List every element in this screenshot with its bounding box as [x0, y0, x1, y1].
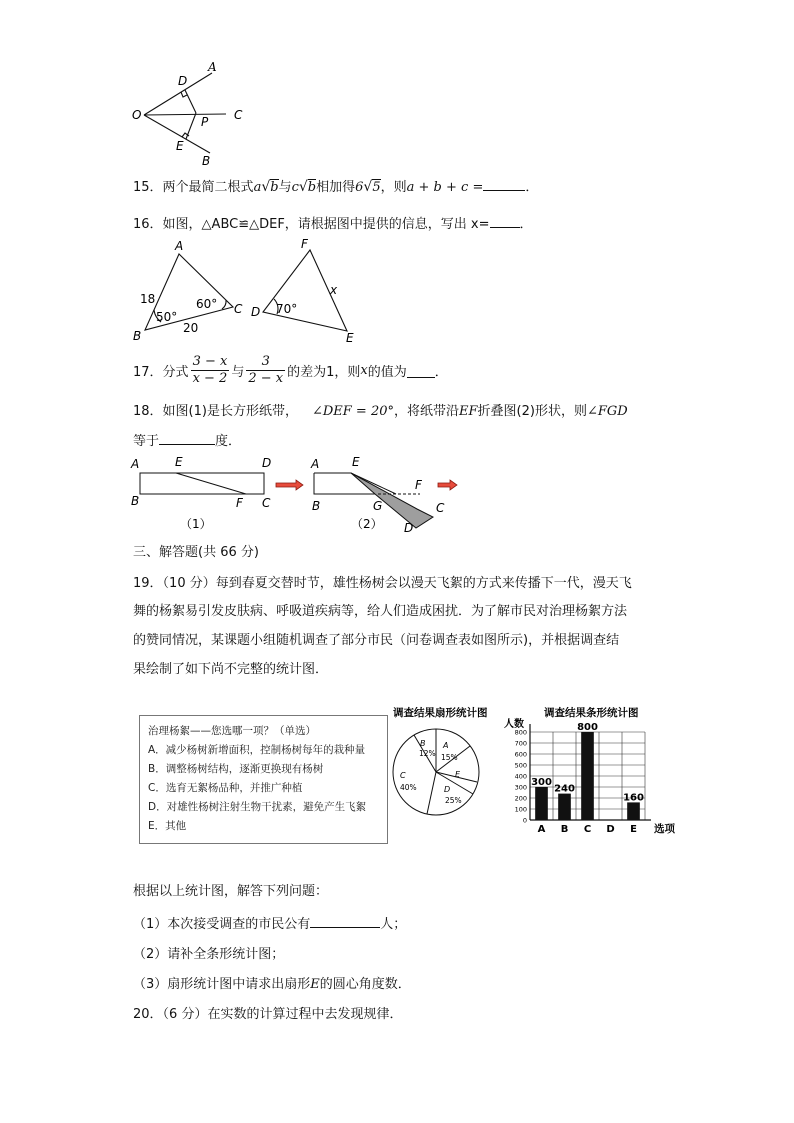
- figure-congruent-triangles: [130, 236, 370, 346]
- q18-text2: ，将纸带沿: [394, 404, 460, 419]
- y-tick-label: 100: [514, 805, 527, 814]
- expr: a + b + c =: [406, 180, 484, 195]
- q15-text-b: 相加得: [316, 180, 356, 195]
- label-D: D: [178, 74, 188, 88]
- y-tick-label: 500: [514, 761, 527, 770]
- y-tick-label: 400: [514, 772, 527, 781]
- q19-part1: [133, 913, 406, 932]
- question-17: [133, 354, 448, 387]
- p3-text-a: （3）扇形统计图中请求出扇形: [133, 977, 311, 992]
- q17-post: 的差为1，则: [287, 365, 361, 380]
- label-F: F: [301, 237, 308, 251]
- y-tick-label: 700: [514, 739, 527, 748]
- pie-value-C: 40%: [400, 783, 417, 792]
- x-tick-label: C: [583, 824, 592, 835]
- end: ．: [525, 180, 539, 195]
- caption-1: （1）: [180, 517, 212, 531]
- label-A: A: [175, 239, 184, 253]
- frac2-den: 2 − x: [248, 371, 284, 386]
- section-title: 三、解答题(共 66 分): [133, 545, 259, 560]
- bar: [535, 787, 548, 820]
- p1-end: 人；: [380, 917, 407, 932]
- pie-label-B: B: [420, 739, 426, 748]
- pie-label-A: A: [443, 741, 449, 750]
- q17-post2: 的值为: [367, 365, 407, 380]
- pie-value-B: 12%: [419, 749, 436, 758]
- angle-def: ∠DEF = 20°: [311, 404, 394, 419]
- bar: [581, 732, 594, 820]
- var-b-2: b: [307, 180, 317, 195]
- answer-blank[interactable]: [310, 913, 380, 928]
- q15-text-a: 两个最简二根式: [162, 180, 254, 195]
- label-D: D: [262, 456, 272, 470]
- q15-mid: 与: [278, 180, 292, 195]
- label-side-ab: 18: [140, 292, 156, 306]
- figure-angle-bisector: [128, 55, 258, 167]
- end: ．: [519, 217, 533, 232]
- pie-value-D: 25%: [445, 796, 462, 805]
- question-18-line2: [133, 430, 241, 449]
- label-A2: A: [311, 457, 320, 471]
- label-C2: C: [436, 501, 445, 515]
- bar-title: 调查结果条形统计图: [544, 707, 639, 719]
- label-O: O: [132, 108, 142, 122]
- frac2-num: 3: [246, 354, 285, 371]
- label-E: E: [175, 455, 183, 469]
- q18-line2: 等于: [133, 434, 160, 449]
- label-x: x: [330, 283, 338, 297]
- x-tick-label: D: [606, 824, 615, 835]
- question-18: [133, 400, 628, 419]
- p3-text-b: 的圆心角度数．: [319, 977, 411, 992]
- x-tick-label: A: [537, 824, 546, 835]
- label-B: B: [202, 154, 211, 167]
- label-C: C: [234, 108, 243, 122]
- frac1-num: 3 − x: [192, 354, 228, 369]
- pie-label-E: E: [455, 770, 461, 779]
- sqrt-sign: √: [363, 179, 373, 195]
- q16-text: 如图，△ABC≌△DEF，请根据图中提供的信息，写出 x=: [162, 217, 490, 232]
- q19-part2: （2）请补全条形统计图；: [133, 947, 285, 962]
- bar-value-label: 300: [531, 777, 552, 788]
- survey-form: [139, 715, 388, 844]
- pie-title: 调查结果扇形统计图: [393, 707, 487, 719]
- end: ．: [434, 365, 448, 380]
- ef: EF: [459, 404, 478, 419]
- label-angle-d: 70°: [276, 302, 298, 316]
- q17-pre: 分式: [162, 365, 189, 380]
- pie-label-C: C: [400, 771, 406, 780]
- label-C: C: [234, 302, 243, 316]
- q-number: 18．: [133, 404, 163, 419]
- bar-value-label: 800: [577, 722, 598, 733]
- q19-part3: [133, 973, 411, 992]
- q15-text-c: ，则: [380, 180, 407, 195]
- var-b: b: [270, 180, 279, 195]
- q19-line4: 果绘制了如下尚不完整的统计图．: [133, 662, 329, 677]
- label-C: C: [262, 496, 271, 510]
- q17-mid: 与: [231, 365, 245, 380]
- q18-text1: 如图(1)是长方形纸带，: [162, 404, 298, 419]
- radicand: 5: [372, 180, 381, 195]
- p1-text: （1）本次接受调查的市民公有: [133, 917, 311, 932]
- label-B2: B: [312, 499, 321, 513]
- label-E: E: [176, 139, 184, 153]
- bar: [627, 802, 640, 820]
- survey-option: B．调整杨树结构，逐渐更换现有杨树: [148, 763, 324, 775]
- question-15: [133, 176, 538, 195]
- label-A: A: [131, 457, 140, 471]
- bar: [558, 794, 571, 820]
- q19-line2: 舞的杨絮易引发皮肤病、呼吸道疾病等，给人们造成困扰．为了解市民对治理杨絮方法: [133, 604, 628, 619]
- label-E2: E: [352, 455, 360, 469]
- x-tick-label: E: [630, 824, 637, 835]
- q19-lead: 根据以上统计图，解答下列问题：: [133, 884, 329, 899]
- label-F: F: [236, 496, 243, 510]
- bar-value-label: 160: [623, 792, 644, 804]
- question-20: 20．（6 分）在实数的计算过程中去发现规律．: [133, 1007, 403, 1022]
- var-x: x: [360, 363, 368, 378]
- answer-blank[interactable]: [490, 213, 520, 228]
- pie-chart: [387, 702, 487, 822]
- survey-option: C．选育无絮杨品种，并推广种植: [148, 782, 303, 794]
- pie-value-A: 15%: [441, 753, 458, 762]
- label-side-bc: 20: [183, 321, 199, 335]
- label-D: D: [251, 305, 261, 319]
- bar-xlabel: 选项: [654, 823, 675, 835]
- coef: 6: [355, 180, 364, 195]
- q-number: 16．: [133, 217, 163, 232]
- y-tick-label: 200: [514, 794, 527, 803]
- label-E: E: [346, 331, 354, 345]
- label-D2: D: [404, 521, 414, 535]
- y-tick-label: 600: [514, 750, 527, 759]
- unit: 度．: [215, 434, 242, 449]
- fraction-2: [246, 354, 285, 387]
- p3-var: E: [310, 977, 320, 992]
- label-F2: F: [415, 478, 422, 492]
- caption-2: （2）: [351, 517, 383, 531]
- sqrt-sign: √: [261, 179, 271, 195]
- pie-label-D: D: [444, 785, 451, 794]
- bar-chart: [500, 702, 690, 837]
- label-A: A: [208, 60, 217, 74]
- label-B: B: [131, 494, 140, 508]
- answer-blank[interactable]: [407, 363, 435, 378]
- q-number: 17．: [133, 365, 163, 380]
- survey-option: D．对雄性杨树注射生物干扰素，避免产生飞絮: [148, 801, 367, 813]
- y-tick-label: 300: [514, 783, 527, 792]
- angle-fgd: ∠FGD: [586, 404, 628, 419]
- y-tick-label: 800: [514, 728, 527, 737]
- q18-text3: 折叠图(2)形状，则: [477, 404, 587, 419]
- question-16: [133, 213, 533, 232]
- survey-title: 治理杨絮——您选哪一项？（单选）: [148, 725, 316, 737]
- answer-blank[interactable]: [159, 430, 215, 445]
- answer-blank[interactable]: [483, 176, 525, 191]
- sqrt-sign: √: [298, 179, 308, 195]
- figure-folded-strip: [128, 454, 468, 540]
- survey-option: A．减少杨树新增面积，控制杨树每年的栽种量: [148, 744, 366, 756]
- x-tick-label: B: [560, 824, 569, 835]
- survey-option: E．其他: [148, 820, 187, 832]
- var-c: c: [291, 180, 299, 195]
- bar-value-label: 240: [554, 783, 575, 795]
- label-B: B: [133, 329, 142, 343]
- label-angle-b: 50°: [156, 310, 178, 324]
- label-P: P: [201, 115, 209, 129]
- label-angle-c: 60°: [196, 297, 218, 311]
- fraction-1: [191, 354, 230, 387]
- frac1-den: x − 2: [192, 371, 228, 386]
- q-number: 15．: [133, 180, 163, 195]
- q19-line1: 19．（10 分）每到春夏交替时节，雄性杨树会以漫天飞絮的方式来传播下一代，漫天飞: [133, 576, 632, 591]
- label-G: G: [373, 499, 383, 513]
- bar-ylabel: 人数: [504, 719, 524, 730]
- y-tick-label: 0: [522, 816, 527, 825]
- q19-line3: 的赞同情况，某课题小组随机调查了部分市民（问卷调查表如图所示)，并根据调查结: [133, 633, 620, 648]
- var-a: a: [253, 180, 262, 195]
